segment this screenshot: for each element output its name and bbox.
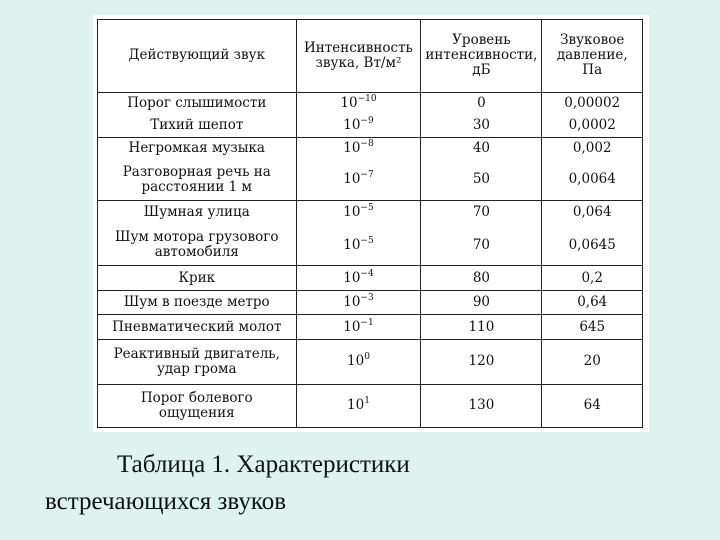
caption-line-2: встречающихся звуков (45, 488, 287, 515)
cell-sound: Шум мотора грузового автомобиля (98, 225, 297, 266)
cell-pa: 0,64 (542, 290, 643, 315)
cell-intensity: $10^{-9}$ (296, 115, 421, 137)
table-row (98, 384, 643, 427)
cell-db: 70 (421, 200, 542, 225)
cell-db: 70 (421, 225, 542, 266)
cell-sound: Крик (98, 266, 297, 291)
header-intensity: Интенсивность звука, Вт/м² (296, 20, 421, 93)
header-level: Уровень интенсивности, дБ (421, 20, 542, 93)
header-sound: Действующий звук (98, 20, 297, 93)
cell-pa: 0,002 (542, 137, 643, 159)
cell-sound: Разговорная речь на расстоянии 1 м (98, 160, 297, 201)
table-body (98, 92, 643, 427)
sound-characteristics-table (97, 19, 643, 428)
table-row (98, 160, 643, 201)
header-pressure: Звуковое давление, Па (542, 20, 643, 93)
table-row (98, 339, 643, 384)
table-row (98, 290, 643, 315)
cell-intensity: $10^{-10}$ (296, 92, 421, 114)
cell-sound: Порог болевого ощущения (98, 384, 297, 427)
table-row (98, 315, 643, 340)
cell-intensity: $10^{-7}$ (296, 160, 421, 201)
cell-pa: 0,064 (542, 200, 643, 225)
cell-sound: Порог слышимости (98, 92, 297, 114)
cell-sound: Шумная улица (98, 200, 297, 225)
cell-sound: Тихий шепот (98, 115, 297, 137)
cell-sound: Негромкая музыка (98, 137, 297, 159)
cell-db: 110 (421, 315, 542, 340)
cell-sound: Реактивный двигатель, удар грома (98, 339, 297, 384)
cell-pa: 64 (542, 384, 643, 427)
cell-sound: Шум в поезде метро (98, 290, 297, 315)
cell-intensity: $10^{-8}$ (296, 137, 421, 159)
table-header-row (98, 20, 643, 93)
cell-pa: 0,2 (542, 266, 643, 291)
table-row (98, 115, 643, 137)
table-row (98, 266, 643, 291)
cell-pa: 645 (542, 315, 643, 340)
cell-pa: 0,00002 (542, 92, 643, 114)
cell-pa: 0,0064 (542, 160, 643, 201)
cell-intensity: $10^{-1}$ (296, 315, 421, 340)
cell-db: 80 (421, 266, 542, 291)
table-row (98, 200, 643, 225)
cell-intensity: $10^{-3}$ (296, 290, 421, 315)
cell-intensity: $10^{-5}$ (296, 225, 421, 266)
cell-intensity: $10^0$ (296, 339, 421, 384)
cell-db: 50 (421, 160, 542, 201)
cell-pa: 0,0645 (542, 225, 643, 266)
table-row (98, 137, 643, 159)
cell-db: 30 (421, 115, 542, 137)
cell-intensity: $10^1$ (296, 384, 421, 427)
cell-db: 90 (421, 290, 542, 315)
cell-sound: Пневматический молот (98, 315, 297, 340)
caption-line-1: Таблица 1. Характеристики (117, 451, 410, 478)
cell-db: 130 (421, 384, 542, 427)
cell-intensity: $10^{-4}$ (296, 266, 421, 291)
cell-pa: 0,0002 (542, 115, 643, 137)
cell-db: 0 (421, 92, 542, 114)
table-row (98, 92, 643, 114)
cell-db: 120 (421, 339, 542, 384)
cell-pa: 20 (542, 339, 643, 384)
table-caption (45, 446, 685, 520)
cell-intensity: $10^{-5}$ (296, 200, 421, 225)
table-sheet (93, 15, 649, 432)
cell-db: 40 (421, 137, 542, 159)
table-row (98, 225, 643, 266)
